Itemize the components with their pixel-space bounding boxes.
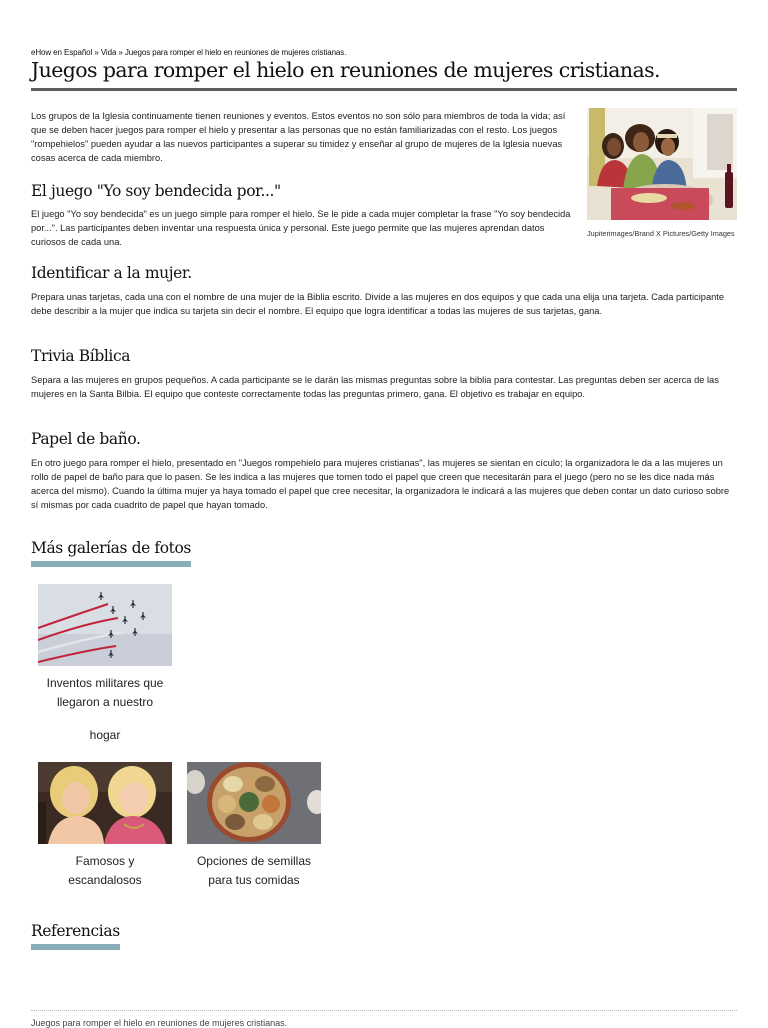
gallery-item-label[interactable]: Opciones de semillas para tus comidas	[196, 854, 312, 887]
section-text-trivia: Separa a las mujeres en grupos pequeños. A cada participante se le darán las mismas preguntas sobre la biblia para contestar. Las preguntas deben ser acerca de las mujeres en la Santa Bilbia. El equipo que conteste correctamente todas las preguntas primero, gana. El objetivo es trabajar en equipo.	[31, 375, 719, 399]
section-heading-papel: Papel de baño.	[31, 430, 141, 448]
references-heading-underline	[31, 944, 120, 950]
gallery-item-label[interactable]: Inventos militares que llegaron a nuestro hogar	[46, 676, 164, 742]
gallery-heading-block	[31, 539, 191, 567]
footer-divider	[31, 1010, 737, 1011]
intro-paragraph: Los grupos de la Iglesia continuamente tienen reuniones y eventos. Estos eventos no son sólo para miembros de toda la vida; así que se deben hacer juegos para romper el hielo y presentar a las personas que no están familiarizadas con el resto. Los juegos "rompehielos" pueden ayudar a las nuevos participantes a superar su timidez y enseñar al grupo de mujeres de la Iglesia nuevas cosas acerca de cada miembro.	[31, 111, 566, 163]
breadcrumb-separator: »	[92, 48, 101, 57]
women-group-photo-icon[interactable]	[587, 108, 737, 220]
figure-caption: Jupiterimages/Brand X Pictures/Getty Images	[587, 229, 735, 238]
section-heading-yo-soy-bendecida: El juego "Yo soy bendecida por..."	[31, 182, 281, 200]
section-text-papel: En otro juego para romper el hielo, presentado en "Juegos rompehielo para mujeres cristianas", las mujeres se sientan en cículo; la organizadora le da a las mujeres un rollo de papel de baño para que lo pasen. Se les indica a las mujeres que tomen todo el papel que creen que necesitarán para el juego (pero no se les dice nada más acerca del mismo). Cuando la última mujer ya haya tomado el papel que cree necesitar, la organizadora le indicará a las mujeres que deben contar un dato curioso sobre sí mismas por cada cuadrito de papel que hayan tomado.	[31, 458, 730, 510]
section-text-yo-soy-bendecida: El juego "Yo soy bendecida" es un juego simple para romper el hielo. Se le pide a cada mujer completar la frase "Yo soy bendecida por...". Las participantes deben inventar una respuesta única y personal. Este juego permite que las mujeres aprendan datos curiosos de cada una.	[31, 209, 571, 247]
references-heading-block	[31, 922, 120, 950]
breadcrumb-link-vida[interactable]: Vida	[100, 48, 117, 57]
celebrities-photo-icon[interactable]	[38, 762, 172, 844]
page-title: Juegos para romper el hielo en reuniones de mujeres cristianas.	[31, 58, 737, 91]
seeds-bowl-photo-icon[interactable]	[187, 762, 321, 844]
gallery-item-label[interactable]: Famosos y escandalosos	[68, 854, 142, 887]
gallery-item-semillas[interactable]	[187, 762, 321, 890]
breadcrumb-link-home[interactable]: eHow en Español	[31, 48, 93, 57]
breadcrumb-current: Juegos para romper el hielo en reuniones de mujeres cristianas.	[124, 48, 347, 57]
gallery-heading-underline	[31, 561, 191, 567]
references-heading: Referencias	[31, 922, 120, 940]
article-figure	[587, 108, 737, 239]
breadcrumb-separator: »	[116, 48, 125, 57]
section-text-identificar: Prepara unas tarjetas, cada una con el nombre de una mujer de la Biblia escrito. Divide a las mujeres en dos equipos y que cada una elija una tarjeta. Cada participante debe describir a la mujer que indica su tarjeta sin decir el nombre. El equipo que logra identificar a todas las mujeres de sus tarjetas, gana.	[31, 292, 725, 316]
gallery-heading: Más galerías de fotos	[31, 539, 191, 557]
gallery-item-inventos[interactable]	[38, 584, 172, 745]
breadcrumb	[31, 48, 346, 57]
section-heading-identificar: Identificar a la mujer.	[31, 264, 192, 282]
jets-airshow-photo-icon[interactable]	[38, 584, 172, 666]
footer-text: Juegos para romper el hielo en reuniones de mujeres cristianas.	[31, 1018, 288, 1028]
gallery-item-famosos[interactable]	[38, 762, 172, 890]
section-heading-trivia: Trivia Bíblica	[31, 347, 131, 365]
